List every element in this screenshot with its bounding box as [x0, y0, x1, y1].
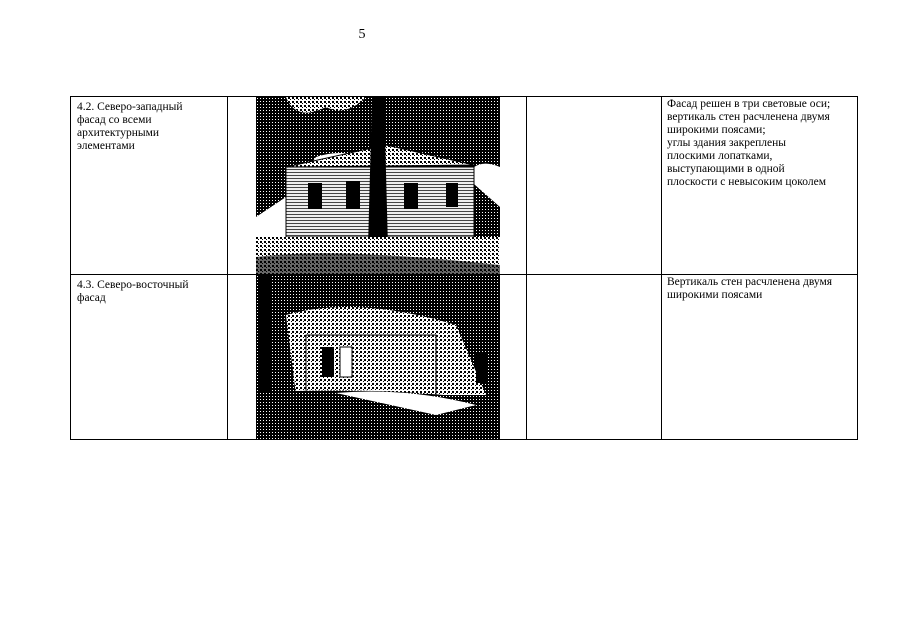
photo-cell	[228, 275, 527, 440]
empty-cell	[527, 97, 662, 275]
facade-name: 4.2. Северо-западный фасад со всеми архитектурными элементами	[77, 101, 183, 152]
photo-northeast-facade-icon	[228, 275, 526, 439]
facade-table	[70, 96, 858, 440]
facade-description: Вертикаль стен расчленена двумя широкими поясами	[667, 276, 833, 301]
empty-cell	[527, 275, 662, 440]
facade-name-cell	[71, 275, 228, 440]
facade-name-cell	[71, 97, 228, 275]
photo-northwest-facade-icon	[228, 97, 526, 274]
facade-description: Фасад решен в три световые оси; вертикаль стен расчленена двумя широкими поясами; углы здания закреплены плоскими лопатками, выступающими в одной плоскости с невысоким цоколем	[667, 98, 831, 188]
page-number: 5	[358, 27, 366, 42]
photo-cell	[228, 97, 527, 275]
table-row	[71, 275, 858, 440]
facade-name: 4.3. Северо-восточный фасад	[77, 279, 189, 304]
description-cell	[662, 275, 858, 440]
table-row	[71, 97, 858, 275]
description-cell	[662, 97, 858, 275]
